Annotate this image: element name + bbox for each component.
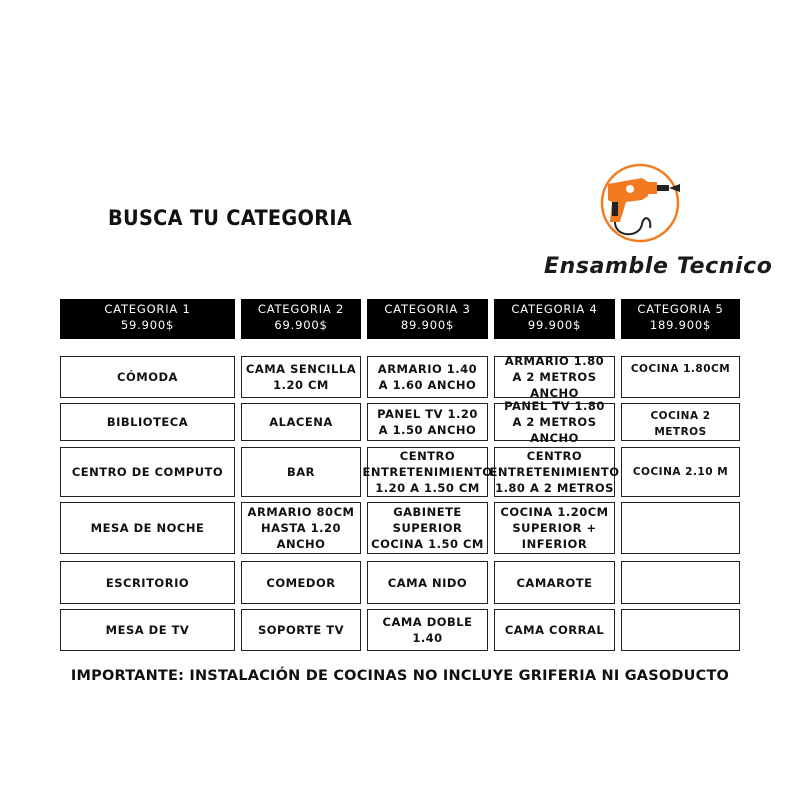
category-header-3 (367, 299, 488, 339)
table-cell: MESA DE NOCHE (60, 502, 235, 554)
table-cell (621, 502, 740, 554)
table-cell: BIBLIOTECA (60, 403, 235, 441)
category-price: 69.900$ (274, 318, 328, 332)
table-cell: CAMA CORRAL (494, 609, 615, 651)
category-price: 99.900$ (527, 318, 582, 332)
category-header-5 (621, 299, 740, 339)
brand-name: Ensamble Tecnico (544, 254, 773, 279)
table-cell: CAMA SENCILLA 1.20 CM (241, 356, 361, 398)
category-price: 59.900$ (120, 318, 175, 332)
table-cell: CENTRO ENTRETENIMIENTO 1.20 A 1.50 CM (362, 449, 493, 495)
table-cell: ARMARIO 80CM HASTA 1.20 ANCHO (241, 502, 361, 554)
table-cell (621, 561, 740, 604)
category-header-1 (60, 299, 235, 339)
table-cell: CAMA DOBLE 1.40 (367, 609, 488, 651)
table-cell: ARMARIO 1.80 A 2 METROS ANCHO (494, 356, 615, 398)
category-name: CATEGORIA 4 (511, 302, 598, 316)
important-note: IMPORTANTE: INSTALACIÓN DE COCINAS NO INCLUYE GRIFERIA NI GASODUCTO (70, 668, 730, 684)
category-name: CATEGORIA 5 (637, 302, 724, 316)
category-name: CATEGORIA 1 (104, 302, 191, 316)
table-cell: BAR (241, 447, 361, 497)
table-cell: GABINETE SUPERIOR COCINA 1.50 CM (367, 502, 488, 554)
category-price: 189.900$ (649, 318, 712, 332)
category-header-2 (241, 299, 361, 339)
table-cell: ESCRITORIO (60, 561, 235, 604)
page-title: BUSCA TU CATEGORIA (108, 206, 353, 230)
table-cell: CAMA NIDO (367, 561, 488, 604)
table-cell: MESA DE TV (60, 609, 235, 651)
table-cell: CAMAROTE (494, 561, 615, 604)
table-cell: COCINA 2.10 M (621, 447, 740, 497)
table-cell: CÓMODA (60, 356, 235, 398)
table-cell (621, 609, 740, 651)
table-cell: CENTRO ENTRETENIMIENTO 1.80 A 2 METROS (489, 449, 620, 495)
drill-icon (590, 162, 690, 244)
table-cell: COCINA 1.80CM (621, 356, 740, 398)
table-cell: COCINA 2 METROS (621, 403, 740, 441)
table-cell: CENTRO DE COMPUTO (60, 447, 235, 497)
table-cell: COCINA 1.20CM SUPERIOR + INFERIOR (494, 502, 615, 554)
category-name: CATEGORIA 2 (257, 302, 345, 316)
table-cell: ALACENA (241, 403, 361, 441)
category-header-4 (494, 299, 615, 339)
category-price: 89.900$ (400, 318, 455, 332)
table-cell: COMEDOR (241, 561, 361, 604)
table-cell: PANEL TV 1.20 A 1.50 ANCHO (367, 403, 488, 441)
table-cell: PANEL TV 1.80 A 2 METROS ANCHO (494, 403, 615, 441)
table-cell: ARMARIO 1.40 A 1.60 ANCHO (367, 356, 488, 398)
category-name: CATEGORIA 3 (384, 302, 471, 316)
table-cell: SOPORTE TV (241, 609, 361, 651)
